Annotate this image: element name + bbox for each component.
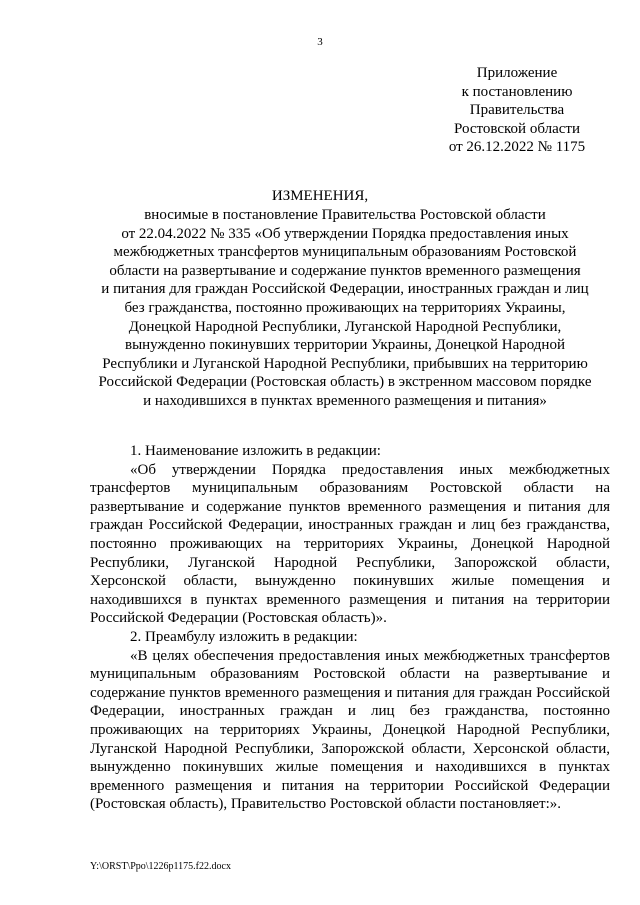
subtitle-line: вносимые в постановление Правительства Ростовской области [144,207,546,223]
appendix-header [412,64,622,157]
subtitle-line: Российской Федерации (Ростовская область) в экстренном массовом порядке [98,374,592,391]
subtitle-line: и питания для граждан Российской Федерации, иностранных граждан и лиц [101,281,589,298]
appendix-line: от 26.12.2022 № 1175 [448,139,586,156]
document-body [90,442,610,814]
paragraph-item-2: 2. Преамбулу изложить в редакции: [130,628,358,645]
subtitle-line: межбюджетных трансфертов муниципальным образованиям Ростовской [113,244,577,261]
subtitle-line: от 22.04.2022 № 335 «Об утверждении Порядка предоставления иных [121,225,569,242]
paragraph-item-1: 1. Наименование изложить в редакции: [130,443,381,459]
paragraph-title-text: «Об утверждении Порядка предоставления иных межбюджетных трансфертов муниципальным образованиям Ростовской области на развертывание и содержание пунктов временного размещения и питания для граждан Российской Федерации, иностранных граждан и лиц без гражданства, постоянно проживающих на территориях Украины, Донецкой Народной Республики, Луганской Народной Республики, Запорожской области, Херсонской области, вынужденно покинувших жилые помещения и находившихся в пунктах временного размещения и питания на территории Российской Федерации (Ростовская область)». [90,461,610,627]
appendix-line: Приложение [476,65,558,81]
document-title: ИЗМЕНЕНИЯ, [271,188,369,204]
appendix-line: Правительства [469,102,565,119]
subtitle-line: Республики и Луганской Народной Республики, прибывших на территорию [102,355,588,372]
document-subtitle [60,206,630,411]
subtitle-line: Донецкой Народной Республики, Луганской Народной Республики, [128,318,562,335]
appendix-line: Ростовской области [454,120,580,137]
subtitle-line: области на развертывание и содержание пунктов временного размещения [109,262,581,279]
subtitle-line: вынужденно покинувших территории Украины, Донецкой Народной [124,337,565,354]
appendix-line: к постановлению [461,83,573,100]
paragraph-preamble-text: «В целях обеспечения предоставления иных межбюджетных трансфертов муниципальным образованиям Ростовской области на развертывание и содержание пунктов временного размещения и питания для граждан Российской Федерации, иностранных граждан и лиц без гражданства, постоянно проживающих на территориях Украины, Донецкой Народной Республики, Луганской Народной Республики, Запорожской области, Херсонской области, вынужденно покинувших жилые помещения и находившихся в пунктах временного размещения и питания на территории Российской Федерации (Ростовская область), Правительство Ростовской области постановляет:». [90,647,610,813]
subtitle-line: без гражданства, постоянно проживающих на территориях Украины, [124,299,566,316]
subtitle-line: и находившихся в пунктах временного размещения и питания» [143,392,547,409]
page-number: 3 [317,36,323,48]
file-path-footer: Y:\ORST\Ppo\1226p1175.f22.docx [90,861,231,872]
